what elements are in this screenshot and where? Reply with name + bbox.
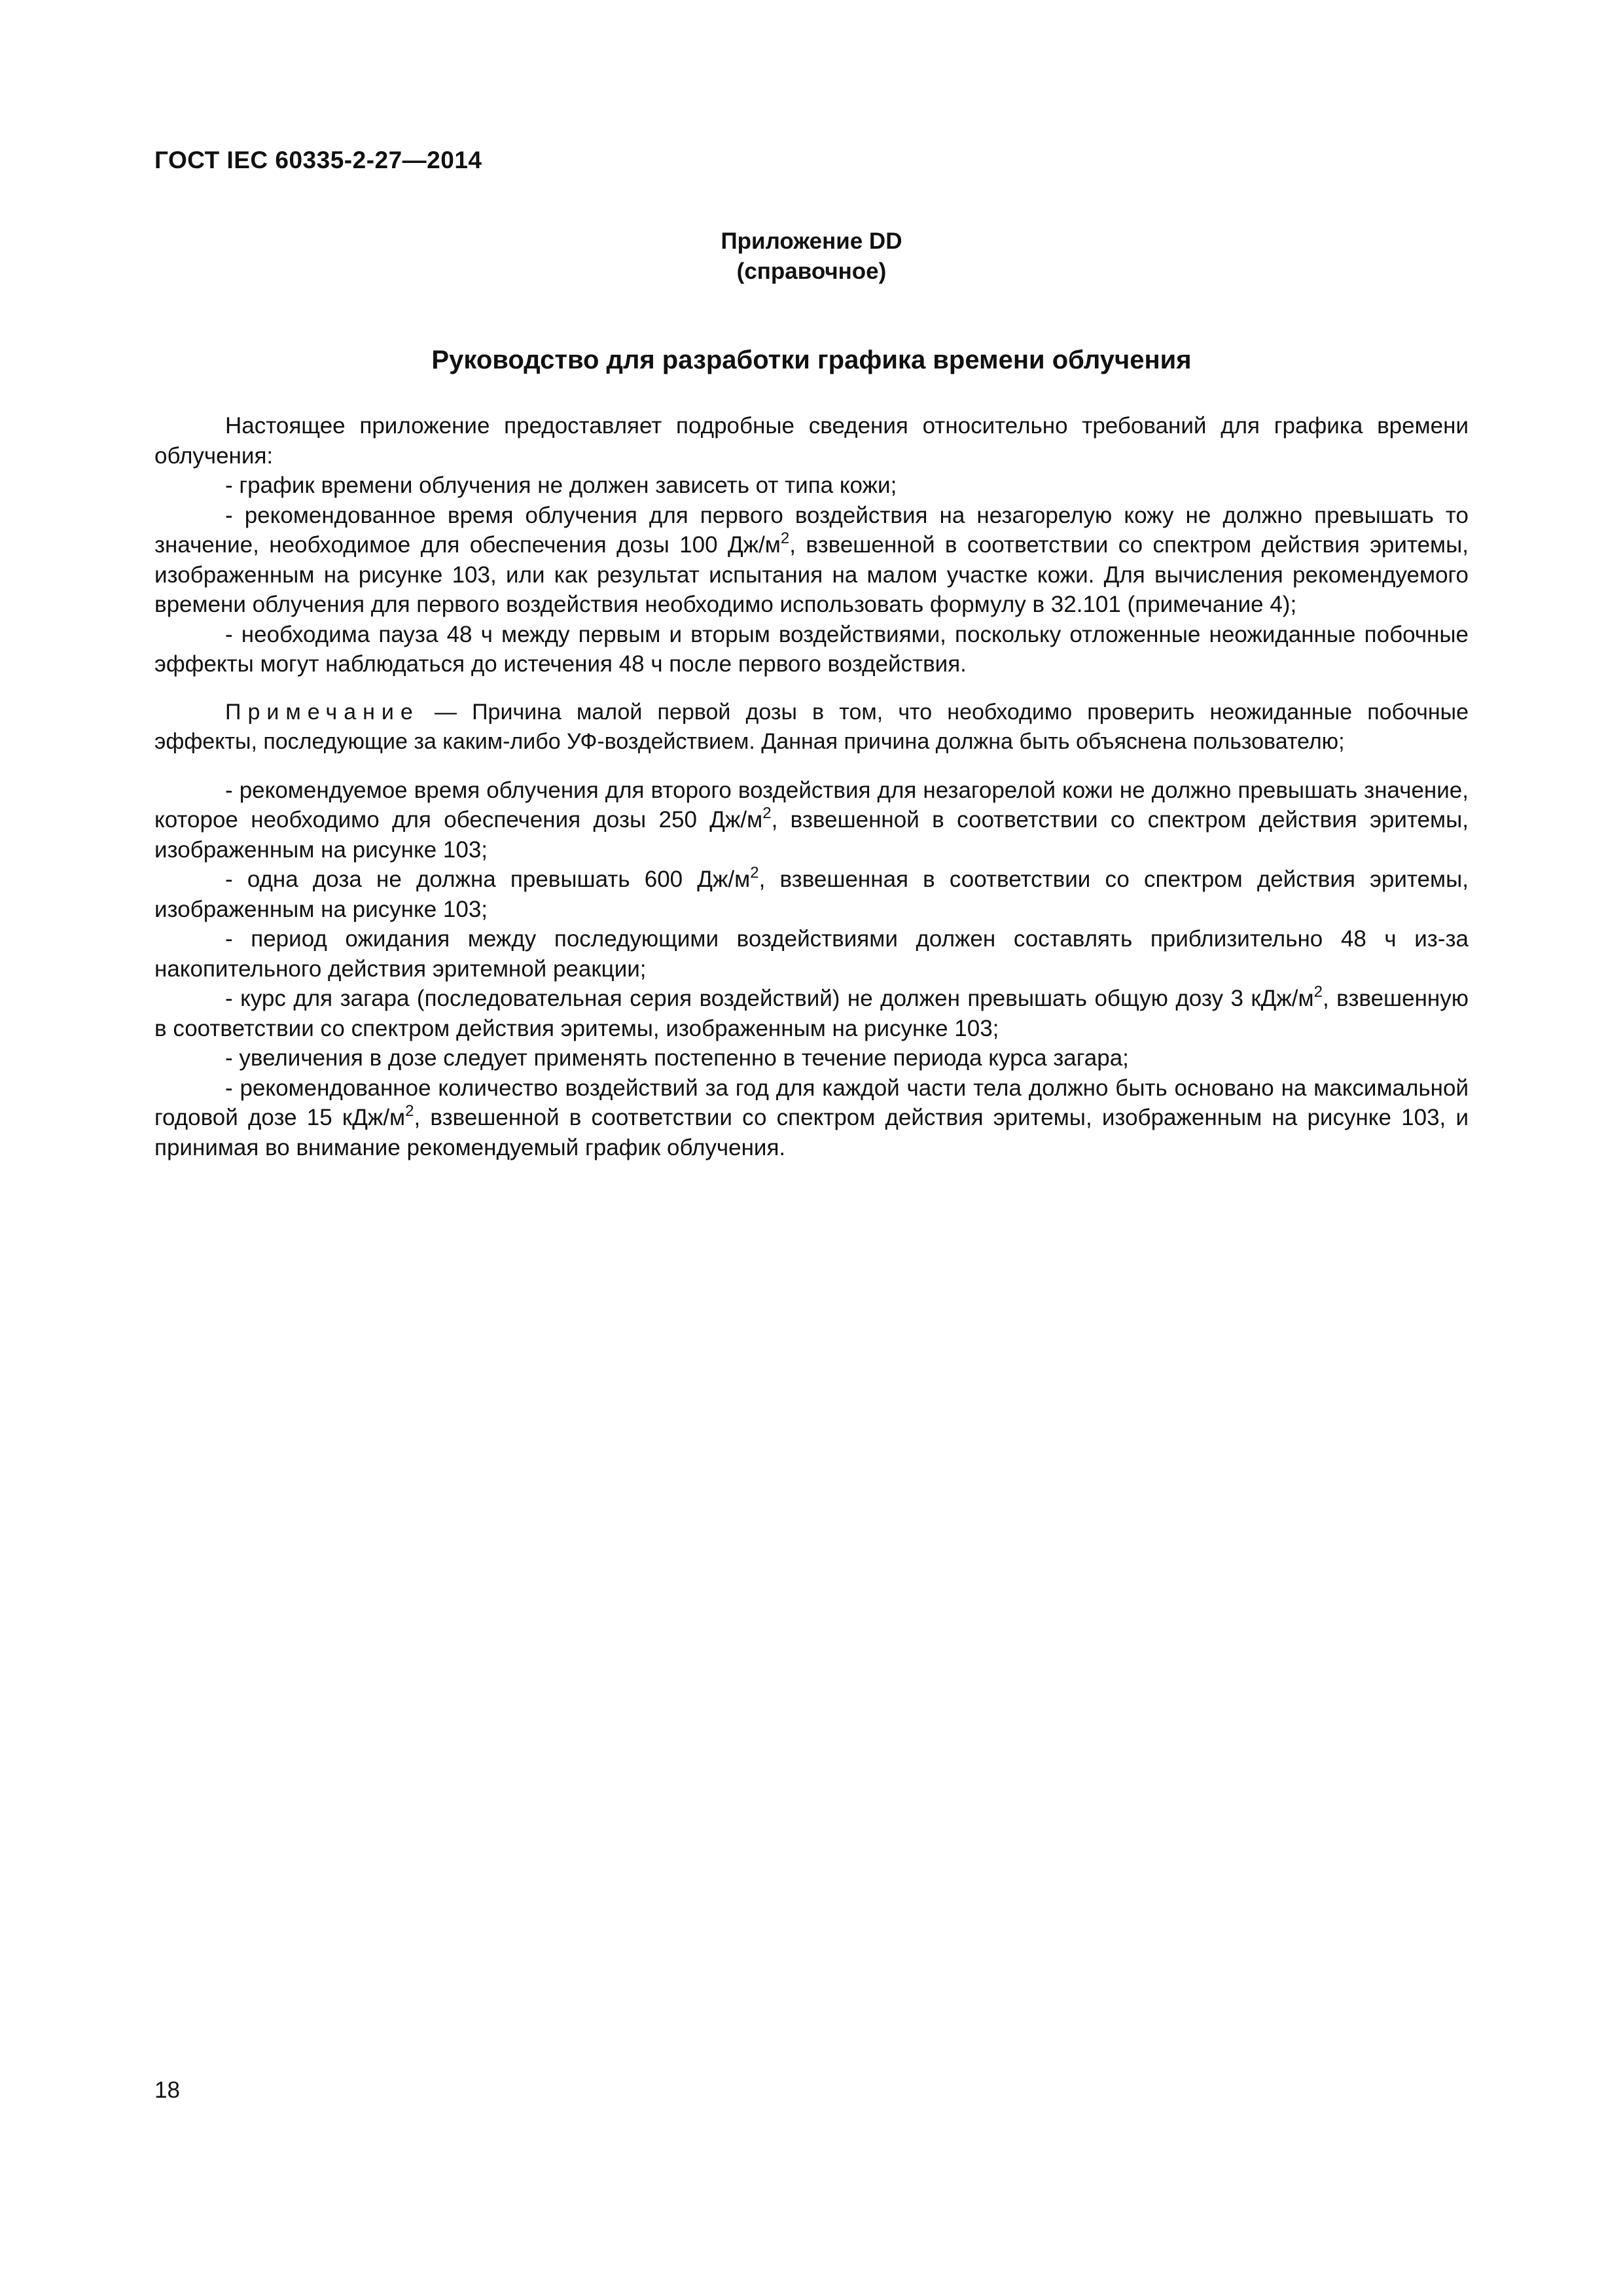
list-item: - увеличения в дозе следует применять постепенно в течение периода курса загара; (225, 1045, 1129, 1071)
list-item: - необходима пауза 48 ч между первым и вторым воздействиями, поскольку отложенные неожиданные побочные эффекты могут наблюдаться до истечения 48 ч после первого воздействия. (154, 621, 1469, 677)
annex-type: (справочное) (736, 259, 887, 284)
standard-code: ГОСТ IEC 60335-2-27—2014 (154, 147, 482, 173)
list-item: - одна доза не должна превышать 600 $Дж/м^2$, взвешенная в соответствии со спектром действия эритемы, изображенным на рисунке 103; (154, 864, 1469, 922)
list-item: - рекомендованное время облучения для первого воздействия на незагорелую кожу не должно превышать то значение, необходимое для обеспечения дозы 100 $Дж/м^2$, взвешенной в соответствии со спектром действия эритемы, изображенным на рисунке 103, или как результат испытания на малом участке кожи. Для вычисления рекомендуемого времени облучения для первого воздействия необходимо использовать формулу в 32.101 (примечание 4); (154, 502, 1469, 617)
list-item: - период ожидания между последующими воздействиями должен составлять приблизительно 48 ч из-за накопительного действия эритемной реакции; (154, 926, 1469, 982)
document-body (154, 411, 1469, 1162)
note-paragraph (154, 698, 1469, 757)
note-label: Примечание (225, 699, 419, 725)
intro-paragraph: Настоящее приложение предоставляет подробные сведения относительно требований для графика времени облучения: (154, 413, 1469, 469)
list-item: - рекомендованное количество воздействий за год для каждой части тела должно быть основано на максимальной годовой дозе 15 кДж/$м^2$, взвешенной в соответствии со спектром действия эритемы, изображенным на рисунке 103, и принимая во внимание рекомендуемый график облучения. (154, 1075, 1469, 1160)
annex-heading (154, 226, 1469, 287)
section-title: Руководство для разработки графика времени облучения (431, 346, 1192, 374)
note-text: — Причина малой первой дозы в том, что необходимо проверить неожиданные побочные эффекты, последующие за каким-либо УФ-воздействием. Данная причина должна быть объяснена пользователю; (154, 699, 1469, 754)
list-item: - график времени облучения не должен зависеть от типа кожи; (225, 473, 897, 498)
list-item: - рекомендуемое время облучения для второго воздействия для незагорелой кожи не должно превышать значение, которое необходимо для обеспечения дозы 250 $Дж/м^2$, взвешенной в соответствии со спектром действия эритемы, изображенным на рисунке 103; (154, 777, 1469, 863)
page-number: 18 (154, 2077, 180, 2103)
list-item: - курс для загара (последовательная серия воздействий) не должен превышать общую дозу 3 кДж/$м^2$, взвешенную в соответствии со спектром действия эритемы, изображенным на рисунке 103; (154, 983, 1469, 1041)
annex-title: Приложение DD (721, 228, 902, 254)
